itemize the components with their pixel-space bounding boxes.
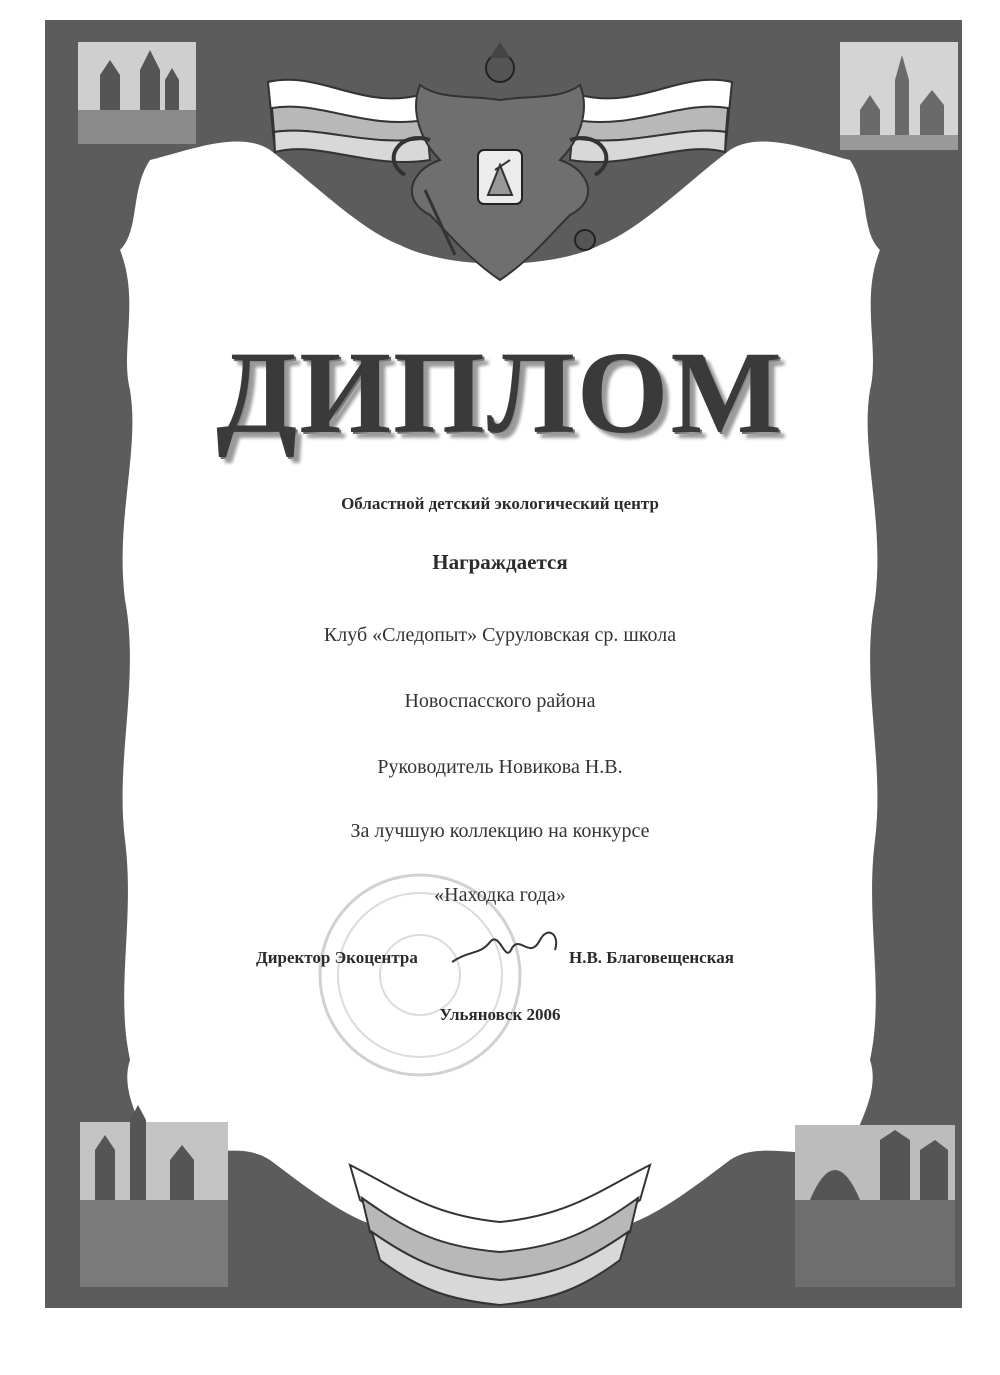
- recipient-leader: Руководитель Новикова Н.В.: [377, 756, 623, 778]
- fountain-photo: [795, 1125, 955, 1287]
- organization-name: Областной детский экологический центр: [341, 494, 659, 513]
- diploma-title: ДИПЛОМ: [216, 327, 784, 458]
- kremlin-bell-tower-photo: [840, 42, 958, 150]
- signature-name: Н.В. Благовещенская: [569, 948, 734, 967]
- award-heading: Награждается: [432, 550, 568, 574]
- award-reason: За лучшую коллекцию на конкурсе: [350, 820, 650, 842]
- recipient-district: Новоспасского района: [404, 690, 596, 712]
- kremlin-cathedrals-photo: [78, 42, 196, 144]
- director-signature: [452, 933, 556, 962]
- place-year: Ульяновск 2006: [439, 1005, 561, 1024]
- signature-role: Директор Экоцентра: [256, 948, 418, 967]
- monastery-photo: [80, 1105, 228, 1287]
- contest-name: «Находка года»: [434, 884, 566, 906]
- recipient-club: Клуб «Следопыт» Суруловская ср. школа: [323, 624, 677, 646]
